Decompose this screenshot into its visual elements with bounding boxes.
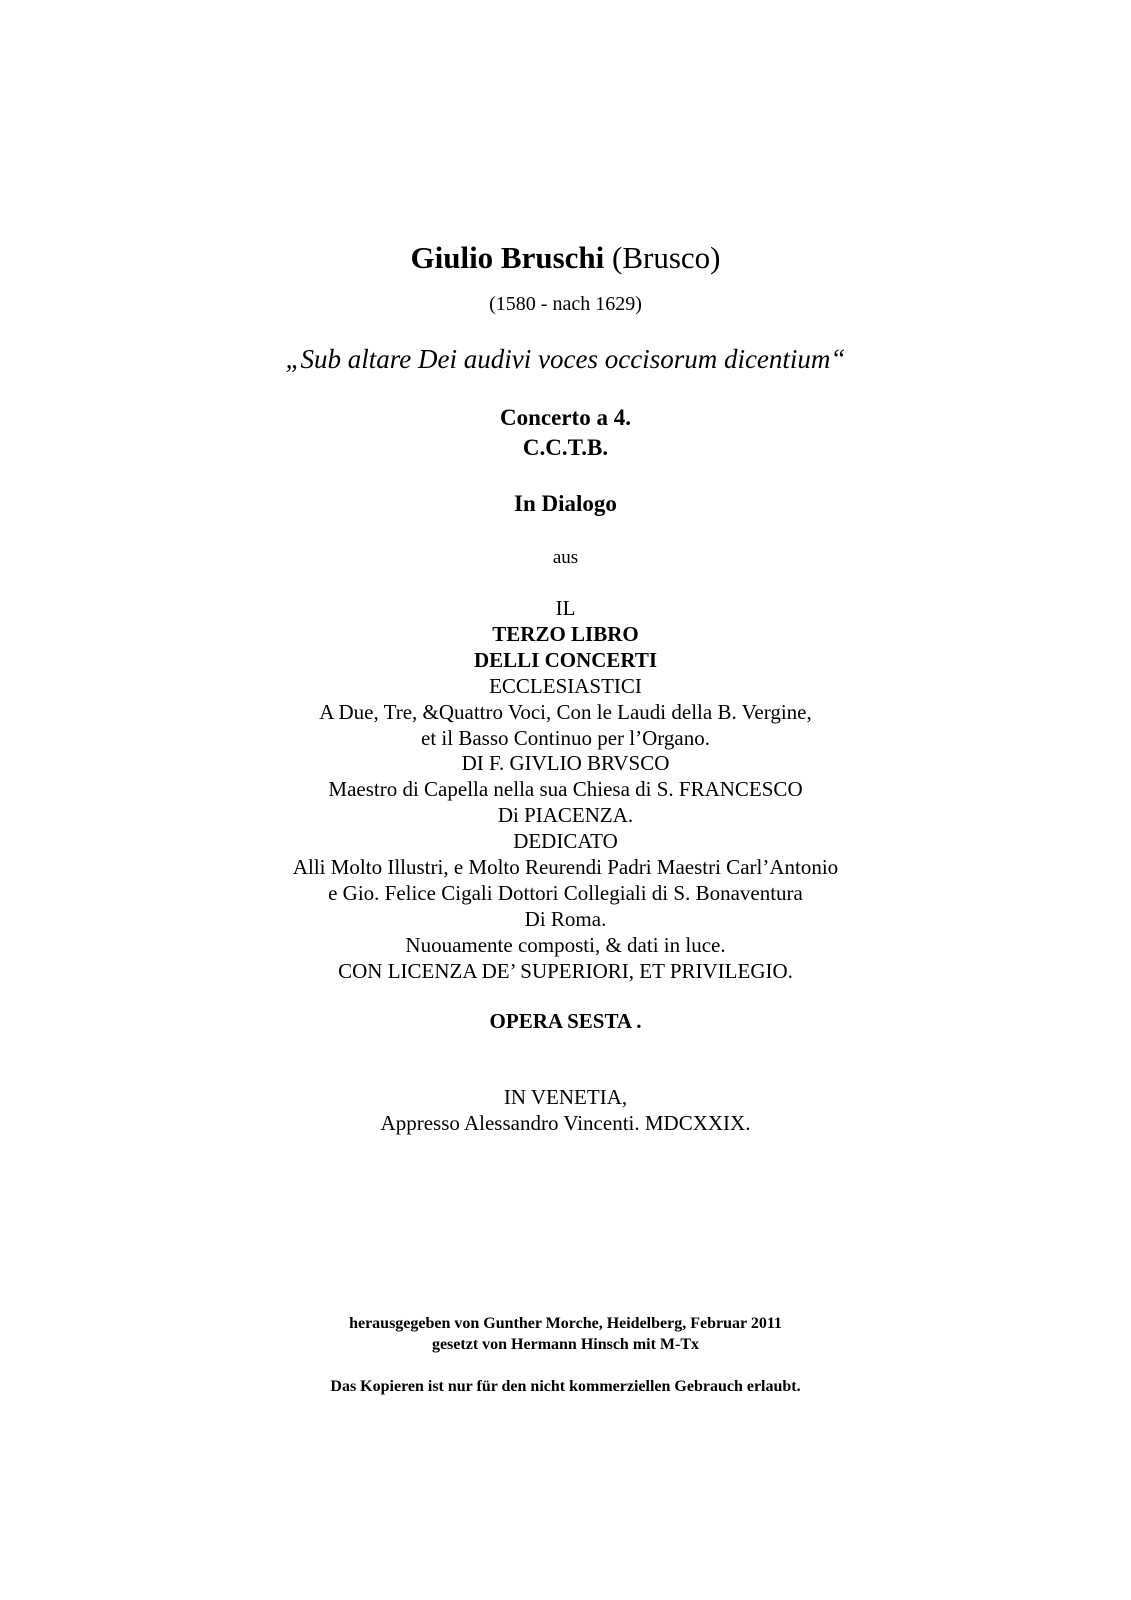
copyright-notice: Das Kopieren ist nur für den nicht kommerziellen Gebrauch erlaubt. — [330, 1378, 801, 1395]
publisher-line: Appresso Alessandro Vincenti. MDCXXIX. — [380, 1111, 751, 1135]
typesetter-credit: gesetzt von Hermann Hinsch mit M-Tx — [431, 1336, 700, 1353]
composer-dates: (1580 - nach 1629) — [489, 293, 642, 315]
title-line-14: Nuouamente composti, & dati in luce. — [405, 932, 726, 957]
title-line-11: Alli Molto Illustri, e Molto Reurendi Padri Maestri Carl’Antonio — [292, 855, 839, 880]
composer-heading — [0, 240, 1131, 276]
work-form: In Dialogo — [514, 491, 617, 516]
work-genre: Concerto a 4. — [500, 405, 631, 430]
work-incipit: „Sub altare Dei audivi voces occisorum dicentium“ — [285, 344, 846, 374]
title-line-6: et il Basso Continuo per l’Organo. — [421, 725, 710, 750]
original-title-block — [0, 596, 1131, 985]
opus-number: OPERA SESTA . — [489, 1009, 642, 1033]
title-line-3: DELLI CONCERTI — [473, 647, 658, 672]
title-line-8: Maestro di Capella nella sua Chiesa di S. FRANCESCO — [328, 777, 803, 802]
title-line-15: CON LICENZA DE’ SUPERIORI, ET PRIVILEGIO. — [338, 958, 793, 983]
title-line-10: DEDICATO — [513, 829, 618, 854]
source-connector: aus — [552, 547, 579, 568]
title-line-9: Di PIACENZA. — [497, 803, 634, 828]
title-line-13: Di Roma. — [524, 906, 607, 931]
title-line-7: DI F. GIVLIO BRVSCO — [461, 751, 670, 776]
publication-place: IN VENETIA, — [503, 1085, 628, 1109]
composer-alias: (Brusco) — [612, 240, 721, 275]
title-line-2: TERZO LIBRO — [492, 621, 639, 646]
title-line-1: IL — [555, 596, 576, 620]
work-voices: C.C.T.B. — [522, 435, 609, 460]
title-line-4: ECCLESIASTICI — [489, 673, 642, 698]
composer-name: Giulio Bruschi — [410, 240, 605, 275]
title-line-5: A Due, Tre, &Quattro Voci, Con le Laudi della B. Vergine, — [319, 699, 812, 724]
editor-credit: herausgegeben von Gunther Morche, Heidelberg, Februar 2011 — [349, 1315, 782, 1332]
title-line-12: e Gio. Felice Cigali Dottori Collegiali di S. Bonaventura — [328, 880, 803, 905]
